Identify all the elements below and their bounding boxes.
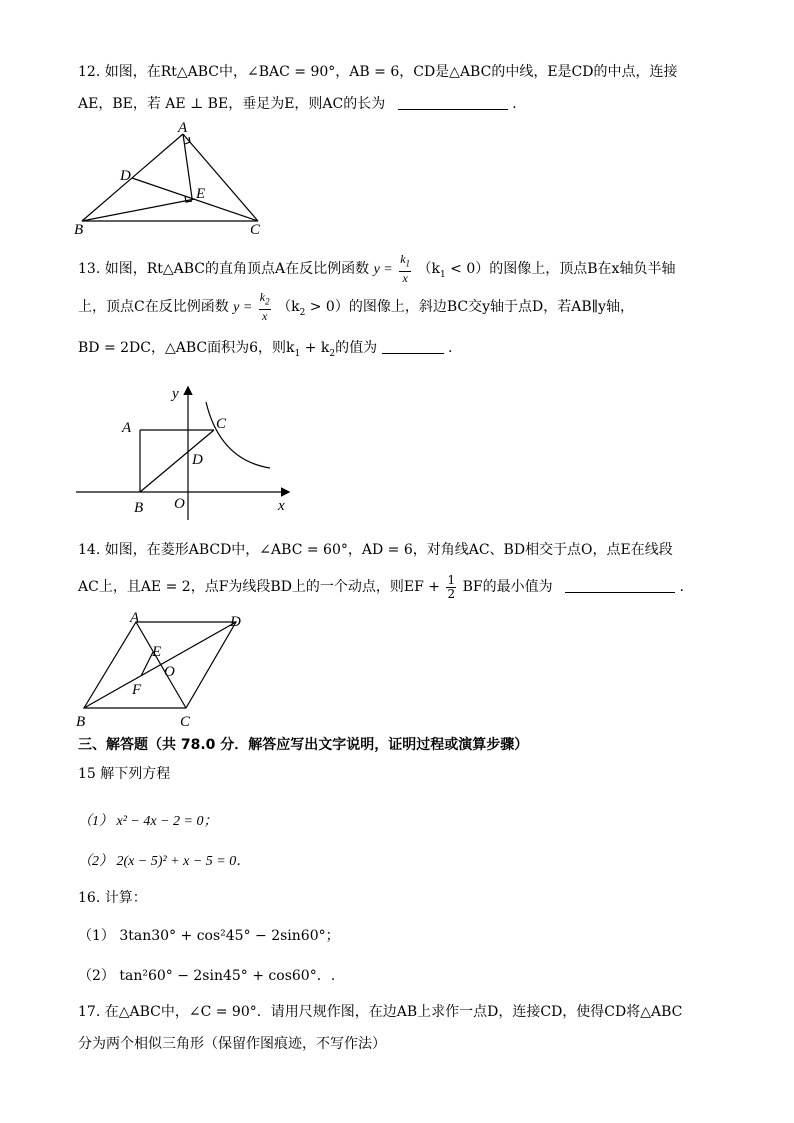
q13-label-o: O	[174, 496, 185, 512]
q13-figure	[70, 380, 310, 520]
q14-line2-rest: BF的最小值为	[462, 579, 553, 595]
q14-line2: AC上，且AE = 2，点F为线段BD上的一个动点，则EF + $\frac{1}{2}$ BF的最小值为 .	[78, 572, 684, 601]
q13-fraction-k1-x: $\frac{k_1}{x}$	[400, 252, 411, 285]
q12-segment-be	[82, 199, 195, 221]
q13-label-b: B	[134, 500, 144, 516]
q12-segment-ba	[82, 134, 183, 221]
q14-line2-text: AC上，且AE = 2，点F为线段BD上的一个动点，则EF +	[78, 579, 441, 595]
q13-line2-cond: （k	[277, 299, 300, 315]
q13-fraction-k2-x: $\frac{k_2}{x}$	[259, 290, 270, 323]
q14-label-e: E	[152, 644, 162, 660]
q12-period: .	[512, 96, 517, 112]
q13-line1-rest: < 0）的图像上，顶点B在x轴负半轴	[445, 261, 676, 277]
q13-label-a: A	[122, 420, 132, 436]
q14-label-c: C	[180, 714, 191, 730]
q14-label-o: O	[164, 664, 175, 680]
q14-figure	[74, 612, 254, 732]
q13-line1-text: 13. 如图，Rt△ABC的直角顶点A在反比例函数	[78, 261, 370, 277]
q13-line2-text: 上，顶点C在反比例函数	[78, 299, 229, 315]
q13-line3-text: BD = 2DC，△ABC面积为6，则k	[78, 340, 295, 356]
q14-line1: 14. 如图，在菱形ABCD中，∠ABC = 60°，AD = 6，对角线AC、BD相交于点O，点E在线段	[78, 542, 673, 558]
q13-label-c: C	[216, 416, 227, 432]
q13-label-y: y	[172, 386, 179, 402]
q14-label-f: F	[132, 682, 142, 698]
q12-line2-text: AE，BE，若 AE ⊥ BE，垂足为E，则AC的长为	[78, 96, 386, 112]
q14-label-b: B	[76, 714, 86, 730]
q12-figure	[74, 120, 274, 235]
q12-label-d: D	[120, 168, 131, 184]
q16-title: 16. 计算：	[78, 890, 147, 906]
q14-answer-blank[interactable]	[565, 578, 675, 593]
q13-line3: BD = 2DC，△ABC面积为6，则$k_1 + k_2$的值为 .	[78, 340, 453, 359]
q13-segment-bc	[140, 430, 214, 492]
q13-y-eq-1: y =	[373, 262, 393, 277]
q13-hyperbola	[206, 402, 270, 468]
q13-answer-blank[interactable]	[382, 339, 444, 354]
q16-part1: （1） 3tan30° + cos²45° − 2sin60°；	[78, 928, 340, 944]
q13-line1: 13. 如图，Rt△ABC的直角顶点A在反比例函数 y = $\frac{k_1}{x}$ $(k_1 < 0)$的图像上，顶点B在x轴负半轴	[78, 252, 676, 285]
q12-line1: 12. 如图，在Rt△ABC中，∠BAC = 90°，AB = 6，CD是△ABC的中线，E是CD的中点，连接	[78, 64, 678, 80]
section-3-title: 三、解答题（共 78.0 分．解答应写出文字说明，证明过程或演算步骤）	[78, 737, 529, 753]
q12-answer-blank[interactable]	[398, 95, 508, 110]
q16-part2: （2） tan²60° − 2sin45° + cos60°．.	[78, 968, 336, 984]
q13-y-eq-2: y =	[233, 300, 253, 315]
q12-label-e: E	[196, 186, 206, 202]
q12-label-b: B	[74, 222, 84, 235]
q13-line2: 上，顶点C在反比例函数 y = $\frac{k_2}{x}$ $(k_2 > 0)$的图像上，斜边BC交y轴于点D，若AB∥y轴，	[78, 290, 635, 323]
q13-line1-cond: （k	[417, 261, 440, 277]
q14-fraction-half: $\frac{1}{2}$	[447, 572, 456, 601]
q17-line1: 17. 在△ABC中，∠C = 90°．请用尺规作图，在边AB上求作一点D，连接CD，使得CD将△ABC	[78, 1004, 683, 1020]
q15-title: 15 解下列方程	[78, 766, 171, 782]
q13-line2-rest: > 0）的图像上，斜边BC交y轴于点D，若AB∥y轴，	[305, 299, 635, 315]
q15-part2: （2） 2(x − 5)² + x − 5 = 0．	[78, 854, 251, 869]
q13-label-x: x	[278, 498, 285, 514]
q14-label-d: D	[230, 614, 241, 630]
q17-line2: 分为两个相似三角形（保留作图痕迹，不写作法）	[78, 1036, 386, 1052]
q12-label-a: A	[178, 120, 188, 136]
q14-label-a: A	[130, 612, 140, 626]
q12-label-c: C	[250, 222, 261, 235]
q14-diagonal-bd	[84, 622, 236, 708]
q15-part1: （1） x² − 4x − 2 = 0；	[78, 814, 218, 829]
q12-line2	[78, 94, 517, 114]
q13-label-d: D	[192, 452, 203, 468]
